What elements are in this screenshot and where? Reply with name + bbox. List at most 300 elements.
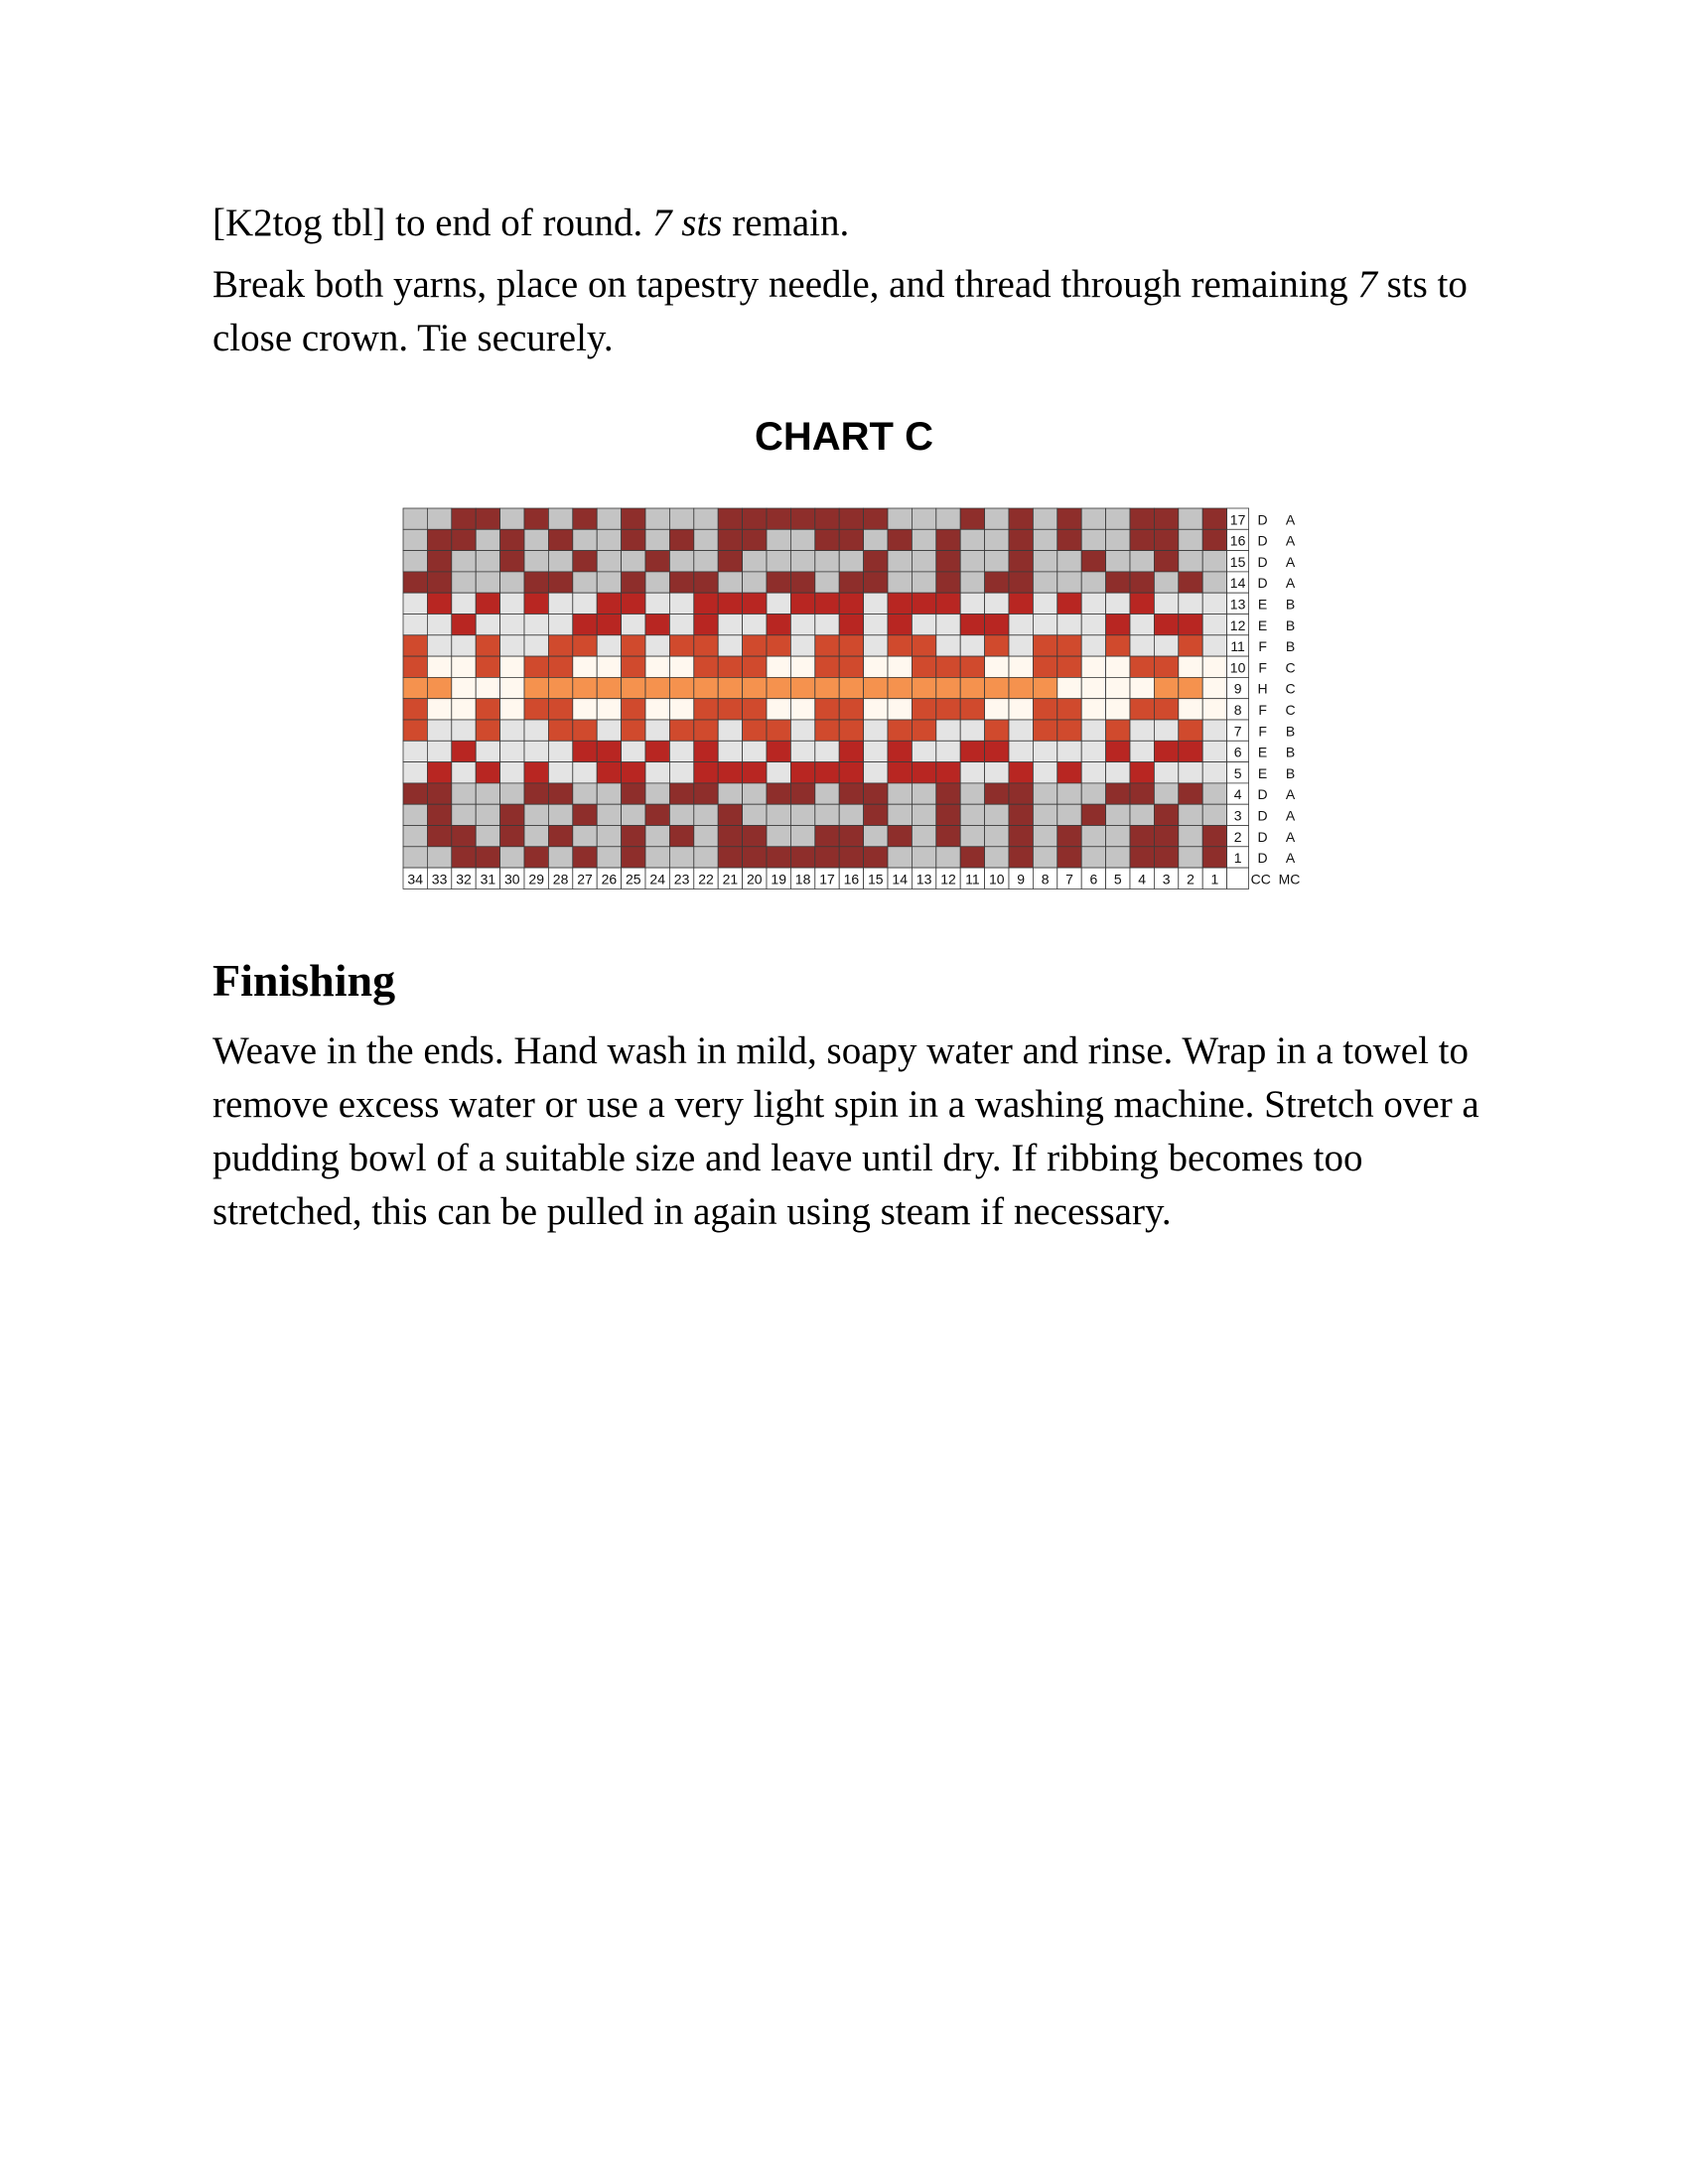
- column-number-label: 30: [504, 871, 520, 887]
- row-number-label: 16: [1229, 532, 1246, 549]
- chart-cell: [985, 635, 1009, 656]
- chart-cell: [1009, 847, 1033, 868]
- chart-cell: [1009, 614, 1033, 635]
- chart-cell: [960, 783, 984, 804]
- chart-cell: [1033, 635, 1056, 656]
- chart-cell: [912, 804, 935, 825]
- chart-cell: [622, 656, 645, 677]
- chart-cell: [1033, 826, 1056, 847]
- chart-cell: [694, 572, 718, 593]
- row-cc-color-label: F: [1258, 659, 1267, 676]
- chart-cell: [888, 593, 912, 614]
- chart-cell: [1081, 635, 1105, 656]
- chart-cell: [767, 699, 790, 720]
- chart-cell: [645, 720, 669, 741]
- row-cc-color-label: D: [1257, 575, 1268, 592]
- chart-cell: [427, 720, 451, 741]
- chart-cell: [1009, 635, 1033, 656]
- chart-cell: [936, 572, 960, 593]
- column-number-label: 24: [649, 871, 665, 887]
- row-mc-color-label: B: [1285, 764, 1296, 781]
- chart-cell: [1179, 762, 1202, 783]
- chart-cell: [1106, 614, 1130, 635]
- chart-cell: [645, 551, 669, 572]
- chart-cell: [743, 551, 767, 572]
- chart-cell: [1179, 741, 1202, 761]
- chart-cell: [985, 508, 1009, 529]
- chart-cell: [1179, 826, 1202, 847]
- chart-cell: [476, 762, 499, 783]
- chart-cell: [960, 847, 984, 868]
- row-number-label: 12: [1229, 616, 1246, 633]
- chart-cell: [1081, 572, 1105, 593]
- chart-cell: [960, 720, 984, 741]
- row-mc-color-label: A: [1285, 850, 1296, 867]
- chart-cell: [645, 529, 669, 550]
- chart-cell: [839, 847, 863, 868]
- chart-cell: [548, 593, 572, 614]
- chart-cell: [548, 826, 572, 847]
- chart-cell: [767, 804, 790, 825]
- chart-cell: [767, 593, 790, 614]
- chart-cell: [1106, 783, 1130, 804]
- chart-cell: [573, 741, 597, 761]
- chart-cell: [790, 593, 814, 614]
- chart-cell: [1081, 508, 1105, 529]
- chart-cell: [1033, 847, 1056, 868]
- chart-cell: [1033, 677, 1056, 698]
- row-mc-color-label: A: [1285, 807, 1296, 824]
- chart-cell: [718, 529, 742, 550]
- chart-cell: [669, 635, 693, 656]
- chart-cell: [888, 572, 912, 593]
- chart-cell: [985, 741, 1009, 761]
- chart-cell: [1154, 677, 1178, 698]
- chart-cell: [1130, 762, 1154, 783]
- chart-cell: [500, 529, 524, 550]
- chart-cell: [694, 656, 718, 677]
- column-number-label: 27: [577, 871, 593, 887]
- column-number-label: 31: [480, 871, 496, 887]
- row-number-label: 13: [1229, 596, 1246, 613]
- chart-cell: [694, 614, 718, 635]
- chart-cell: [548, 551, 572, 572]
- chart-cell: [645, 699, 669, 720]
- chart-cell: [767, 677, 790, 698]
- chart-cell: [936, 762, 960, 783]
- chart-cell: [1081, 741, 1105, 761]
- column-number-label: 8: [1041, 871, 1050, 887]
- chart-cell: [1179, 720, 1202, 741]
- chart-cell: [790, 783, 814, 804]
- chart-cell: [839, 551, 863, 572]
- chart-cell: [864, 826, 888, 847]
- row-number-label: 5: [1233, 764, 1242, 781]
- chart-cell: [1130, 529, 1154, 550]
- chart-cell: [1202, 847, 1226, 868]
- chart-cell: [1033, 529, 1056, 550]
- chart-cell: [1057, 572, 1081, 593]
- chart-cell: [476, 783, 499, 804]
- instruction-close-crown-text: Break both yarns, place on tapestry needle, and thread through remaining: [212, 263, 1358, 306]
- chart-cell: [1106, 656, 1130, 677]
- chart-cell: [452, 572, 476, 593]
- column-number-label: 12: [940, 871, 956, 887]
- chart-cell: [1179, 635, 1202, 656]
- chart-cell: [839, 593, 863, 614]
- chart-cell: [669, 508, 693, 529]
- chart-cell: [767, 847, 790, 868]
- row-mc-color-label: A: [1285, 575, 1296, 592]
- chart-cell: [524, 656, 548, 677]
- chart-cell: [669, 847, 693, 868]
- chart-cell: [1106, 508, 1130, 529]
- chart-cell: [743, 614, 767, 635]
- chart-cell: [985, 677, 1009, 698]
- column-number-label: 16: [843, 871, 860, 887]
- chart-cell: [403, 783, 427, 804]
- chart-cell: [1154, 804, 1178, 825]
- chart-cell: [1202, 699, 1226, 720]
- chart-cell: [427, 741, 451, 761]
- chart-cell: [694, 720, 718, 741]
- chart-cell: [790, 741, 814, 761]
- chart-cell: [960, 508, 984, 529]
- chart-cell: [1154, 741, 1178, 761]
- chart-cell: [839, 677, 863, 698]
- chart-cell: [767, 529, 790, 550]
- row-cc-color-label: H: [1257, 680, 1268, 697]
- row-mc-color-label: A: [1285, 532, 1296, 549]
- chart-cell: [1202, 741, 1226, 761]
- row-mc-color-label: A: [1285, 553, 1296, 570]
- row-mc-color-label: C: [1285, 702, 1296, 718]
- chart-cell: [864, 804, 888, 825]
- chart-cell: [960, 593, 984, 614]
- chart-cell: [573, 572, 597, 593]
- chart-cell: [790, 804, 814, 825]
- chart-cell: [767, 720, 790, 741]
- chart-cell: [524, 508, 548, 529]
- chart-cell: [403, 614, 427, 635]
- chart-cell: [427, 572, 451, 593]
- chart-cell: [500, 762, 524, 783]
- chart-cell: [573, 720, 597, 741]
- chart-cell: [815, 783, 839, 804]
- chart-cell: [936, 551, 960, 572]
- row-cc-color-label: D: [1257, 807, 1268, 824]
- remaining-stitch-count: 7: [1357, 263, 1377, 306]
- chart-cell: [452, 741, 476, 761]
- chart-cell: [718, 741, 742, 761]
- chart-cell: [1179, 677, 1202, 698]
- chart-cell: [500, 699, 524, 720]
- row-number-label: 2: [1233, 828, 1242, 845]
- chart-cell: [1106, 720, 1130, 741]
- chart-cell: [815, 762, 839, 783]
- chart-cell: [839, 614, 863, 635]
- chart-cell: [500, 551, 524, 572]
- row-cc-color-label: D: [1257, 850, 1268, 867]
- chart-cell: [452, 720, 476, 741]
- chart-cell: [1106, 677, 1130, 698]
- chart-cell: [912, 720, 935, 741]
- chart-cell: [718, 508, 742, 529]
- chart-cell: [524, 551, 548, 572]
- chart-cell: [743, 741, 767, 761]
- chart-cell: [1057, 677, 1081, 698]
- chart-cell: [1202, 572, 1226, 593]
- chart-cell: [1130, 593, 1154, 614]
- instruction-decrease: [212, 197, 1493, 250]
- chart-cell: [622, 677, 645, 698]
- chart-cell: [622, 804, 645, 825]
- chart-cell: [1179, 783, 1202, 804]
- chart-cell: [1154, 635, 1178, 656]
- chart-cell: [1202, 635, 1226, 656]
- chart-cell: [815, 677, 839, 698]
- chart-cell: [888, 656, 912, 677]
- chart-cell: [1106, 593, 1130, 614]
- chart-cell: [1033, 508, 1056, 529]
- chart-cell: [476, 593, 499, 614]
- chart-cell: [1057, 614, 1081, 635]
- chart-cell: [912, 551, 935, 572]
- chart-cell: [839, 826, 863, 847]
- chart-cell: [936, 804, 960, 825]
- chart-cell: [500, 847, 524, 868]
- chart-cell: [1130, 699, 1154, 720]
- chart-cell: [597, 677, 621, 698]
- chart-cell: [573, 699, 597, 720]
- chart-cell: [718, 677, 742, 698]
- chart-cell: [888, 529, 912, 550]
- chart-cell: [524, 804, 548, 825]
- chart-cell: [1057, 635, 1081, 656]
- chart-cell: [960, 529, 984, 550]
- chart-cell: [1081, 593, 1105, 614]
- chart-cell: [1033, 720, 1056, 741]
- column-number-label: 29: [528, 871, 544, 887]
- chart-cell: [622, 551, 645, 572]
- chart-cell: [500, 804, 524, 825]
- chart-cell: [1179, 847, 1202, 868]
- chart-cell: [1154, 529, 1178, 550]
- chart-cell: [500, 783, 524, 804]
- chart-cell: [694, 847, 718, 868]
- chart-cell: [864, 720, 888, 741]
- chart-cell: [1106, 572, 1130, 593]
- chart-cell: [1081, 699, 1105, 720]
- chart-cell: [1106, 847, 1130, 868]
- chart-cell: [1179, 508, 1202, 529]
- chart-cell: [1009, 572, 1033, 593]
- chart-cell: [452, 593, 476, 614]
- chart-cell: [936, 529, 960, 550]
- chart-cell: [839, 699, 863, 720]
- row-number-label: 8: [1233, 702, 1242, 718]
- chart-cell: [597, 783, 621, 804]
- chart-cell: [452, 677, 476, 698]
- chart-cell: [912, 677, 935, 698]
- chart-cell: [403, 551, 427, 572]
- chart-cell: [864, 783, 888, 804]
- chart-cell: [573, 656, 597, 677]
- colorwork-chart-grid: [401, 506, 1301, 893]
- chart-cell: [1081, 677, 1105, 698]
- chart-cell: [500, 614, 524, 635]
- chart-cell: [476, 529, 499, 550]
- chart-cell: [767, 551, 790, 572]
- chart-cell: [452, 614, 476, 635]
- chart-cell: [1057, 508, 1081, 529]
- chart-cell: [888, 508, 912, 529]
- chart-cell: [548, 677, 572, 698]
- chart-cell: [936, 656, 960, 677]
- column-number-label: 28: [552, 871, 569, 887]
- chart-cell: [524, 614, 548, 635]
- chart-cell: [743, 783, 767, 804]
- chart-cell: [1009, 593, 1033, 614]
- chart-cell: [912, 635, 935, 656]
- chart-cell: [645, 508, 669, 529]
- chart-cell: [1009, 551, 1033, 572]
- column-number-label: 10: [989, 871, 1005, 887]
- row-cc-color-label: F: [1258, 702, 1267, 718]
- footer-mc-label: MC: [1278, 871, 1301, 887]
- chart-cell: [1081, 847, 1105, 868]
- chart-cell: [1154, 826, 1178, 847]
- chart-cell: [718, 826, 742, 847]
- chart-cell: [500, 741, 524, 761]
- chart-cell: [622, 741, 645, 761]
- chart-cell: [790, 656, 814, 677]
- row-cc-color-label: D: [1257, 828, 1268, 845]
- chart-cell: [1057, 551, 1081, 572]
- chart-cell: [815, 656, 839, 677]
- chart-cell: [718, 593, 742, 614]
- chart-cell: [912, 593, 935, 614]
- chart-cell: [888, 614, 912, 635]
- chart-cell: [1154, 508, 1178, 529]
- chart-cell: [1081, 656, 1105, 677]
- chart-cell: [864, 847, 888, 868]
- chart-cell: [864, 635, 888, 656]
- chart-cell: [622, 635, 645, 656]
- chart-cell: [500, 508, 524, 529]
- chart-cell: [645, 593, 669, 614]
- chart-title: CHART C: [755, 415, 933, 459]
- chart-cell: [597, 804, 621, 825]
- chart-cell: [718, 635, 742, 656]
- chart-cell: [815, 529, 839, 550]
- chart-cell: [548, 783, 572, 804]
- chart-cell: [912, 699, 935, 720]
- instruction-decrease-end: remain.: [722, 202, 850, 244]
- chart-cell: [1202, 551, 1226, 572]
- chart-cell: [1009, 826, 1033, 847]
- chart-cell: [718, 762, 742, 783]
- column-number-label: 13: [915, 871, 932, 887]
- chart-cell: [985, 783, 1009, 804]
- chart-cell: [1106, 741, 1130, 761]
- chart-cell: [1130, 783, 1154, 804]
- chart-cell: [403, 572, 427, 593]
- chart-cell: [694, 699, 718, 720]
- chart-cell: [1179, 572, 1202, 593]
- chart-cell: [864, 572, 888, 593]
- chart-cell: [767, 614, 790, 635]
- row-cc-color-label: E: [1257, 744, 1268, 760]
- chart-cell: [597, 762, 621, 783]
- row-cc-color-label: D: [1257, 532, 1268, 549]
- chart-cell: [815, 741, 839, 761]
- chart-cell: [815, 826, 839, 847]
- chart-cell: [669, 614, 693, 635]
- chart-cell: [597, 699, 621, 720]
- chart-cell: [597, 593, 621, 614]
- chart-cell: [548, 529, 572, 550]
- chart-cell: [427, 677, 451, 698]
- chart-cell: [1057, 741, 1081, 761]
- chart-cell: [452, 508, 476, 529]
- chart-cell: [452, 529, 476, 550]
- chart-cell: [452, 699, 476, 720]
- chart-cell: [476, 614, 499, 635]
- chart-cell: [1106, 826, 1130, 847]
- chart-cell: [403, 508, 427, 529]
- chart-cell: [1057, 762, 1081, 783]
- finishing-text: Weave in the ends. Hand wash in mild, soapy water and rinse. Wrap in a towel to remove excess water or use a very light spin in a washing machine. Stretch over a pudding bowl of a suitable size and leave until dry. If ribbing becomes too stretched, this can be pulled in again using steam if necessary.: [212, 1029, 1479, 1233]
- chart-cell: [573, 529, 597, 550]
- chart-cell: [694, 826, 718, 847]
- chart-cell: [936, 826, 960, 847]
- chart-cell: [1130, 635, 1154, 656]
- chart-cell: [718, 847, 742, 868]
- chart-cell: [888, 741, 912, 761]
- chart-cell: [1202, 593, 1226, 614]
- chart-cell: [1033, 762, 1056, 783]
- row-number-label: 6: [1233, 744, 1242, 760]
- chart-cell: [985, 529, 1009, 550]
- column-number-label: 5: [1113, 871, 1122, 887]
- chart-cell: [1179, 551, 1202, 572]
- chart-cell: [1202, 508, 1226, 529]
- chart-cell: [622, 762, 645, 783]
- chart-cell: [1033, 551, 1056, 572]
- row-number-label: 9: [1233, 680, 1242, 697]
- chart-cell: [694, 741, 718, 761]
- column-number-label: 33: [431, 871, 448, 887]
- chart-cell: [622, 508, 645, 529]
- chart-cell: [669, 593, 693, 614]
- chart-cell: [645, 635, 669, 656]
- chart-cell: [1202, 783, 1226, 804]
- chart-cell: [743, 593, 767, 614]
- chart-cell: [1130, 804, 1154, 825]
- chart-cell: [427, 826, 451, 847]
- chart-cell: [622, 826, 645, 847]
- chart-cell: [743, 826, 767, 847]
- chart-cell: [645, 741, 669, 761]
- chart-cell: [790, 572, 814, 593]
- chart-cell: [524, 762, 548, 783]
- chart-cell: [500, 635, 524, 656]
- chart-cell: [790, 529, 814, 550]
- chart-cell: [1154, 614, 1178, 635]
- chart-cell: [864, 656, 888, 677]
- chart-cell: [767, 783, 790, 804]
